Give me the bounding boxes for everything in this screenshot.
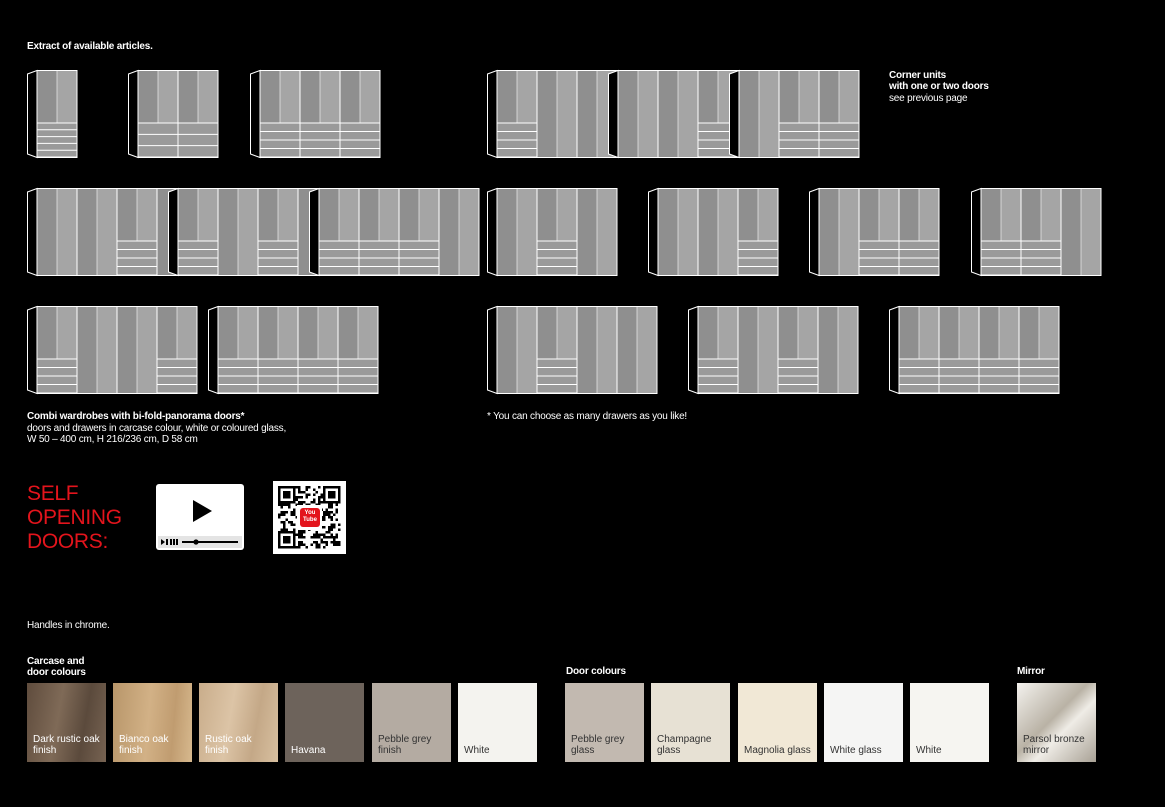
wardrobe-4 bbox=[487, 70, 620, 160]
handles-note: Handles in chrome. bbox=[27, 620, 110, 631]
mirror-heading: Mirror bbox=[1017, 666, 1045, 677]
drawers-footnote: * You can choose as many drawers as you like! bbox=[487, 411, 688, 422]
swatch-label: White bbox=[464, 745, 490, 756]
colour-swatch bbox=[285, 683, 364, 762]
youtube-icon bbox=[300, 508, 320, 527]
wardrobe-14 bbox=[27, 306, 200, 396]
wardrobe-15 bbox=[208, 306, 381, 396]
corner-units-title: Corner units with one or two doors bbox=[889, 70, 989, 92]
wardrobe-16 bbox=[487, 306, 660, 396]
swatch-label: Pebble grey finish bbox=[378, 734, 432, 756]
colour-swatch bbox=[458, 683, 537, 762]
wardrobe-13 bbox=[971, 188, 1104, 278]
page-title: Extract of available articles. bbox=[27, 41, 153, 52]
colour-swatch bbox=[651, 683, 730, 762]
colour-swatch bbox=[27, 683, 106, 762]
door-colours-heading: Door colours bbox=[566, 666, 626, 677]
swatch-label: Bianco oak finish bbox=[119, 734, 169, 756]
colour-swatch bbox=[199, 683, 278, 762]
wardrobe-2 bbox=[128, 70, 221, 160]
colour-swatch bbox=[372, 683, 451, 762]
colour-swatch bbox=[738, 683, 817, 762]
swatch-label: White glass bbox=[830, 745, 882, 756]
wardrobe-10 bbox=[487, 188, 620, 278]
play-icon bbox=[156, 484, 244, 550]
wardrobe-3 bbox=[250, 70, 383, 160]
colour-swatch bbox=[910, 683, 989, 762]
wardrobe-6 bbox=[729, 70, 862, 160]
colour-swatch bbox=[1017, 683, 1096, 762]
corner-units-note: see previous page bbox=[889, 93, 968, 104]
combi-title: Combi wardrobes with bi-fold-panorama doors* bbox=[27, 411, 245, 422]
wardrobe-9 bbox=[309, 188, 482, 278]
swatch-label: Pebble grey glass bbox=[571, 734, 625, 756]
colour-swatch bbox=[565, 683, 644, 762]
colour-swatch bbox=[113, 683, 192, 762]
swatch-label: Rustic oak finish bbox=[205, 734, 252, 756]
wardrobe-5 bbox=[608, 70, 741, 160]
swatch-label: Parsol bronze mirror bbox=[1023, 734, 1085, 756]
youtube-badge-text: You Tube bbox=[303, 510, 317, 523]
qr-code[interactable] bbox=[273, 481, 346, 554]
wardrobe-17 bbox=[688, 306, 861, 396]
swatch-label: Magnolia glass bbox=[744, 745, 811, 756]
swatch-label: Havana bbox=[291, 745, 326, 756]
swatch-label: Dark rustic oak finish bbox=[33, 734, 100, 756]
wardrobe-12 bbox=[809, 188, 942, 278]
combi-description: doors and drawers in carcase colour, white or coloured glass, W 50 – 400 cm, H 216/236 cm, D 58 cm bbox=[27, 423, 287, 445]
self-opening-label: SELF OPENING DOORS: bbox=[27, 482, 122, 553]
wardrobe-11 bbox=[648, 188, 781, 278]
swatch-label: White bbox=[916, 745, 942, 756]
wardrobe-18 bbox=[889, 306, 1062, 396]
swatch-label: Champagne glass bbox=[657, 734, 712, 756]
carcase-colours-heading: Carcase and door colours bbox=[27, 656, 86, 678]
wardrobe-1 bbox=[27, 70, 80, 160]
video-player-button[interactable] bbox=[156, 484, 244, 550]
colour-swatch bbox=[824, 683, 903, 762]
